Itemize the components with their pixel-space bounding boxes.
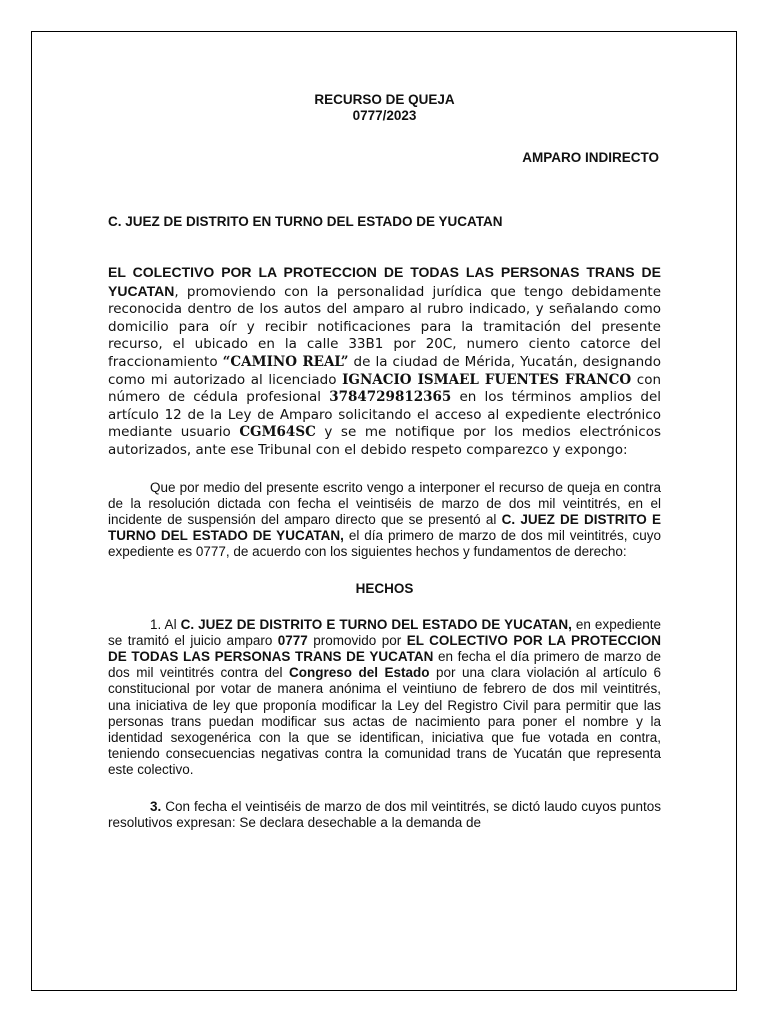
statement-text-2: el día primero de marzo de dos mil veintitrés, cuyo expediente es 0777, de acuerdo con los siguientes hechos y fundamentos de derecho:	[108, 528, 661, 560]
intro-text-1: , promoviendo con la personalidad jurídica que tengo debidamente reconocida dentro de los autos del amparo al rubro indicado, y señalando como domicilio para oír y recibir notificaciones para la tramitación del presente recurso, el ubicado en la calle 33B1 por 20C, numero ciento catorce del fraccionamiento	[108, 283, 661, 370]
fact-1-text-2: promovido por	[307, 632, 407, 648]
intro-cedula: 3784729812365	[329, 389, 452, 406]
intro-text-5: y se me notifique por los medios electrónicos autorizados, ante ese Tribunal con el debido respeto comparezco y expongo:	[108, 424, 662, 458]
intro-text-3: con número de cédula profesional	[108, 371, 662, 406]
intro-lawyer: IGNACIO ISMAEL FUENTES FRANCO	[342, 371, 632, 388]
case-number: 0777/2023	[352, 108, 417, 123]
intro-text-4: en los términos amplios del artículo 12 de la Ley de Amparo solicitando el acceso al expediente electrónico mediante usuario	[108, 389, 662, 441]
fact-1-judge: C. JUEZ DE DISTRITO E TURNO DEL ESTADO DE YUCATAN,	[180, 616, 572, 632]
document-page	[31, 31, 737, 991]
statement-paragraph	[108, 480, 661, 561]
fact-1-congress: Congreso del Estado	[289, 665, 430, 681]
intro-user: CGM64SC	[239, 424, 316, 441]
section-heading-hechos: HECHOS	[355, 580, 414, 596]
fact-1-entity: EL COLECTIVO POR LA PROTECCION DE TODAS LAS PERSONAS TRANS DE YUCATAN	[108, 632, 661, 664]
case-type-heading: AMPARO INDIRECTO	[522, 150, 659, 165]
statement-text-1: Que por medio del presente escrito vengo a interponer el recurso de queja en contra de la resolución dictada con fecha el veintiséis de marzo de dos mil veintitrés, en el incidente de suspensión del amparo directo que se presentó al	[108, 479, 661, 527]
addressee: C. JUEZ DE DISTRITO EN TURNO DEL ESTADO DE YUCATAN	[108, 214, 503, 229]
document-body	[108, 92, 661, 831]
fact-3-paragraph	[108, 799, 661, 831]
fact-1-number: 1. Al	[150, 616, 181, 632]
document-title: RECURSO DE QUEJA	[314, 92, 455, 107]
fact-1-text-1: en expediente se tramitó el juicio amparo	[108, 616, 661, 648]
fact-1-text-3: en fecha el día primero de marzo de dos mil veintitrés contra del	[108, 648, 661, 681]
fact-1-expediente: 0777	[277, 632, 308, 648]
intro-entity: EL COLECTIVO POR LA PROTECCION DE TODAS LAS PERSONAS TRANS DE YUCATAN	[108, 264, 661, 299]
fact-1-text-4: por una clara violación al artículo 6 constitucional por votar de manera anónima el veintiuno de febrero de dos mil veintitrés, una iniciativa de ley que proponía modificar la Ley del Registro Civil para permitir que las personas trans puedan modificar sus actas de nacimiento para poner el nombre y la identidad sexogenérica con la que se identifican, iniciativa que fue votada en contra, teniendo consecuencias negativas contra la comunidad trans de Yucatán que representa este colectivo.	[108, 665, 662, 778]
intro-text-2: de la ciudad de Mérida, Yucatán, designando como mi autorizado al licenciado	[108, 353, 661, 388]
fact-3-number: 3.	[150, 798, 162, 814]
fact-1-paragraph	[108, 617, 661, 779]
statement-judge: C. JUEZ DE DISTRITO E TURNO DEL ESTADO DE YUCATAN,	[108, 511, 661, 544]
fact-3-text-1: Con fecha el veintiséis de marzo de dos mil veintitrés, se dictó laudo cuyos puntos resolutivos expresan: Se declara desechable a la demanda de	[108, 798, 661, 830]
intro-paragraph	[108, 264, 661, 460]
intro-fraccionamiento: “CAMINO REAL”	[222, 353, 349, 370]
